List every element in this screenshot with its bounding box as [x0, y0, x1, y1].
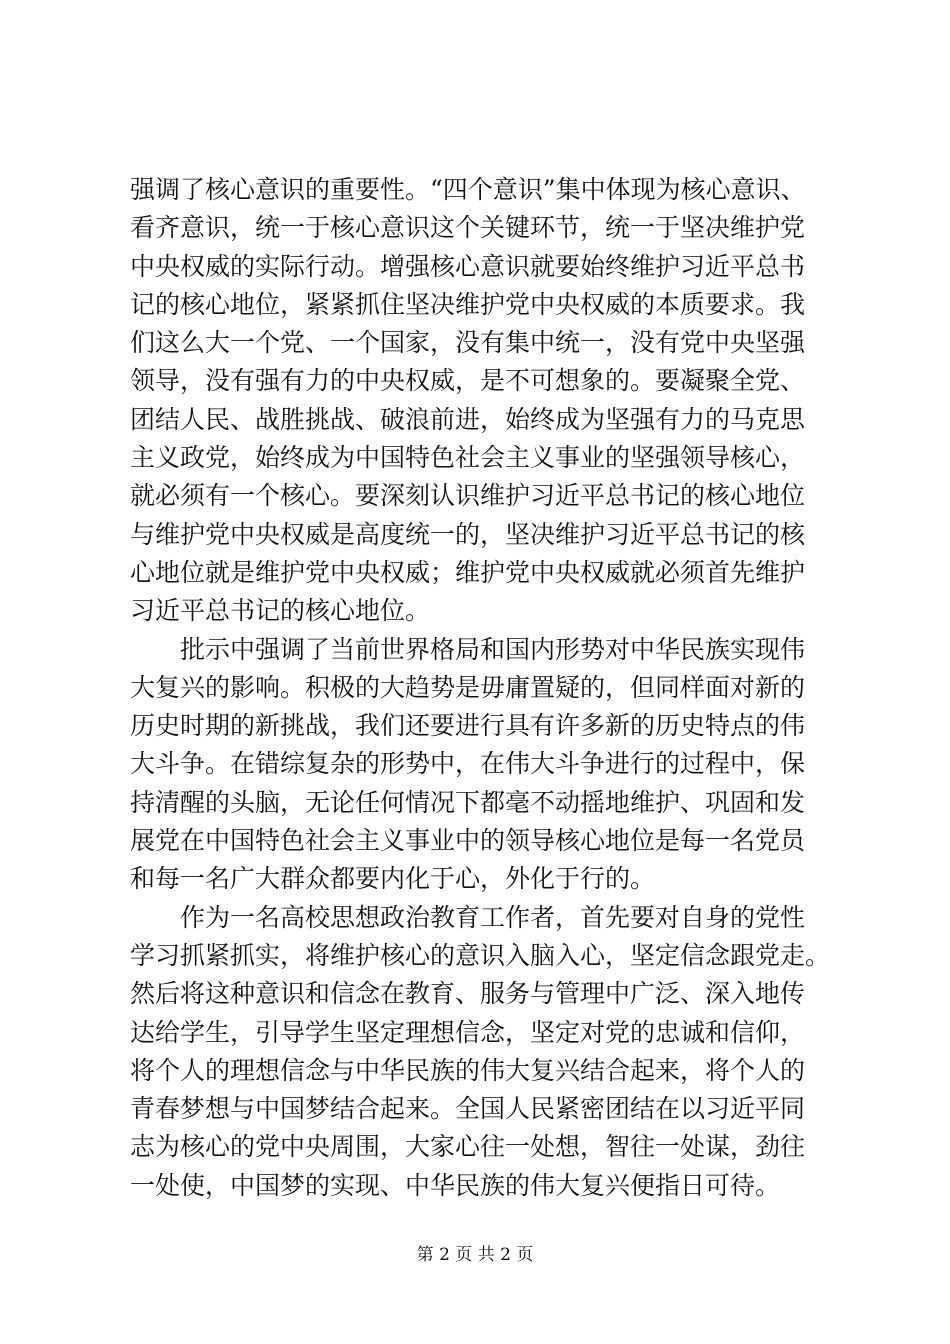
text-line: 大斗争。在错综复杂的形势中，在伟大斗争进行的过程中，保: [130, 749, 806, 779]
text-line: 将个人的理想信念与中华民族的伟大复兴结合起来，将个人的: [130, 1055, 806, 1085]
document-body: [130, 171, 840, 1205]
paragraph-start-line: 批示中强调了当前世界格局和国内形势对中华民族实现伟: [180, 634, 806, 664]
text-line: 和每一名广大群众都要内化于心，外化于行的。: [130, 864, 656, 894]
text-line: 大复兴的影响。积极的大趋势是毋庸置疑的，但同样面对新的: [130, 672, 806, 702]
paragraph-start-line: 作为一名高校思想政治教育工作者，首先要对自身的党性: [180, 902, 806, 932]
text-line: 历史时期的新挑战，我们还要进行具有许多新的历史特点的伟: [130, 711, 806, 741]
text-line: 学习抓紧抓实，将维护核心的意识入脑入心，坚定信念跟党走。: [130, 940, 831, 970]
text-line: 团结人民、战胜挑战、破浪前进，始终成为坚强有力的马克思: [130, 404, 806, 434]
text-line: 青春梦想与中国梦结合起来。全国人民紧密团结在以习近平同: [130, 1094, 806, 1124]
text-line: 一处使，中国梦的实现、中华民族的伟大复兴便指日可待。: [130, 1170, 781, 1200]
page-number-footer: 第 2 页 共 2 页: [416, 1245, 534, 1265]
text-line: 们这么大一个党、一个国家，没有集中统一，没有党中央坚强: [130, 328, 806, 358]
text-line: 就必须有一个核心。要深刻认识维护习近平总书记的核心地位: [130, 481, 806, 511]
text-line: 然后将这种意识和信念在教育、服务与管理中广泛、深入地传: [130, 979, 806, 1009]
text-line: 领导，没有强有力的中央权威，是不可想象的。要凝聚全党、: [130, 366, 806, 396]
text-line: 看齐意识，统一于核心意识这个关键环节，统一于坚决维护党: [130, 213, 806, 243]
text-line: 心地位就是维护党中央权威；维护党中央权威就必须首先维护: [130, 557, 806, 587]
text-line: 记的核心地位，紧紧抓住坚决维护党中央权威的本质要求。我: [130, 289, 806, 319]
text-line: 习近平总书记的核心地位。: [130, 596, 431, 626]
text-line: 强调了核心意识的重要性。“四个意识”集中体现为核心意识、: [130, 175, 806, 204]
text-line: 志为核心的党中央周围，大家心往一处想，智往一处谋，劲往: [130, 1132, 806, 1162]
text-line: 与维护党中央权威是高度统一的，坚决维护习近平总书记的核: [130, 519, 806, 549]
text-line: 达给学生，引导学生坚定理想信念，坚定对党的忠诚和信仰，: [130, 1017, 806, 1047]
text-line: 主义政党，始终成为中国特色社会主义事业的坚强领导核心，: [130, 443, 806, 473]
text-line: 中央权威的实际行动。增强核心意识就要始终维护习近平总书: [130, 251, 806, 281]
text-line: 展党在中国特色社会主义事业中的领导核心地位是每一名党员: [130, 826, 806, 856]
text-line: 持清醒的头脑，无论任何情况下都毫不动摇地维护、巩固和发: [130, 787, 806, 817]
